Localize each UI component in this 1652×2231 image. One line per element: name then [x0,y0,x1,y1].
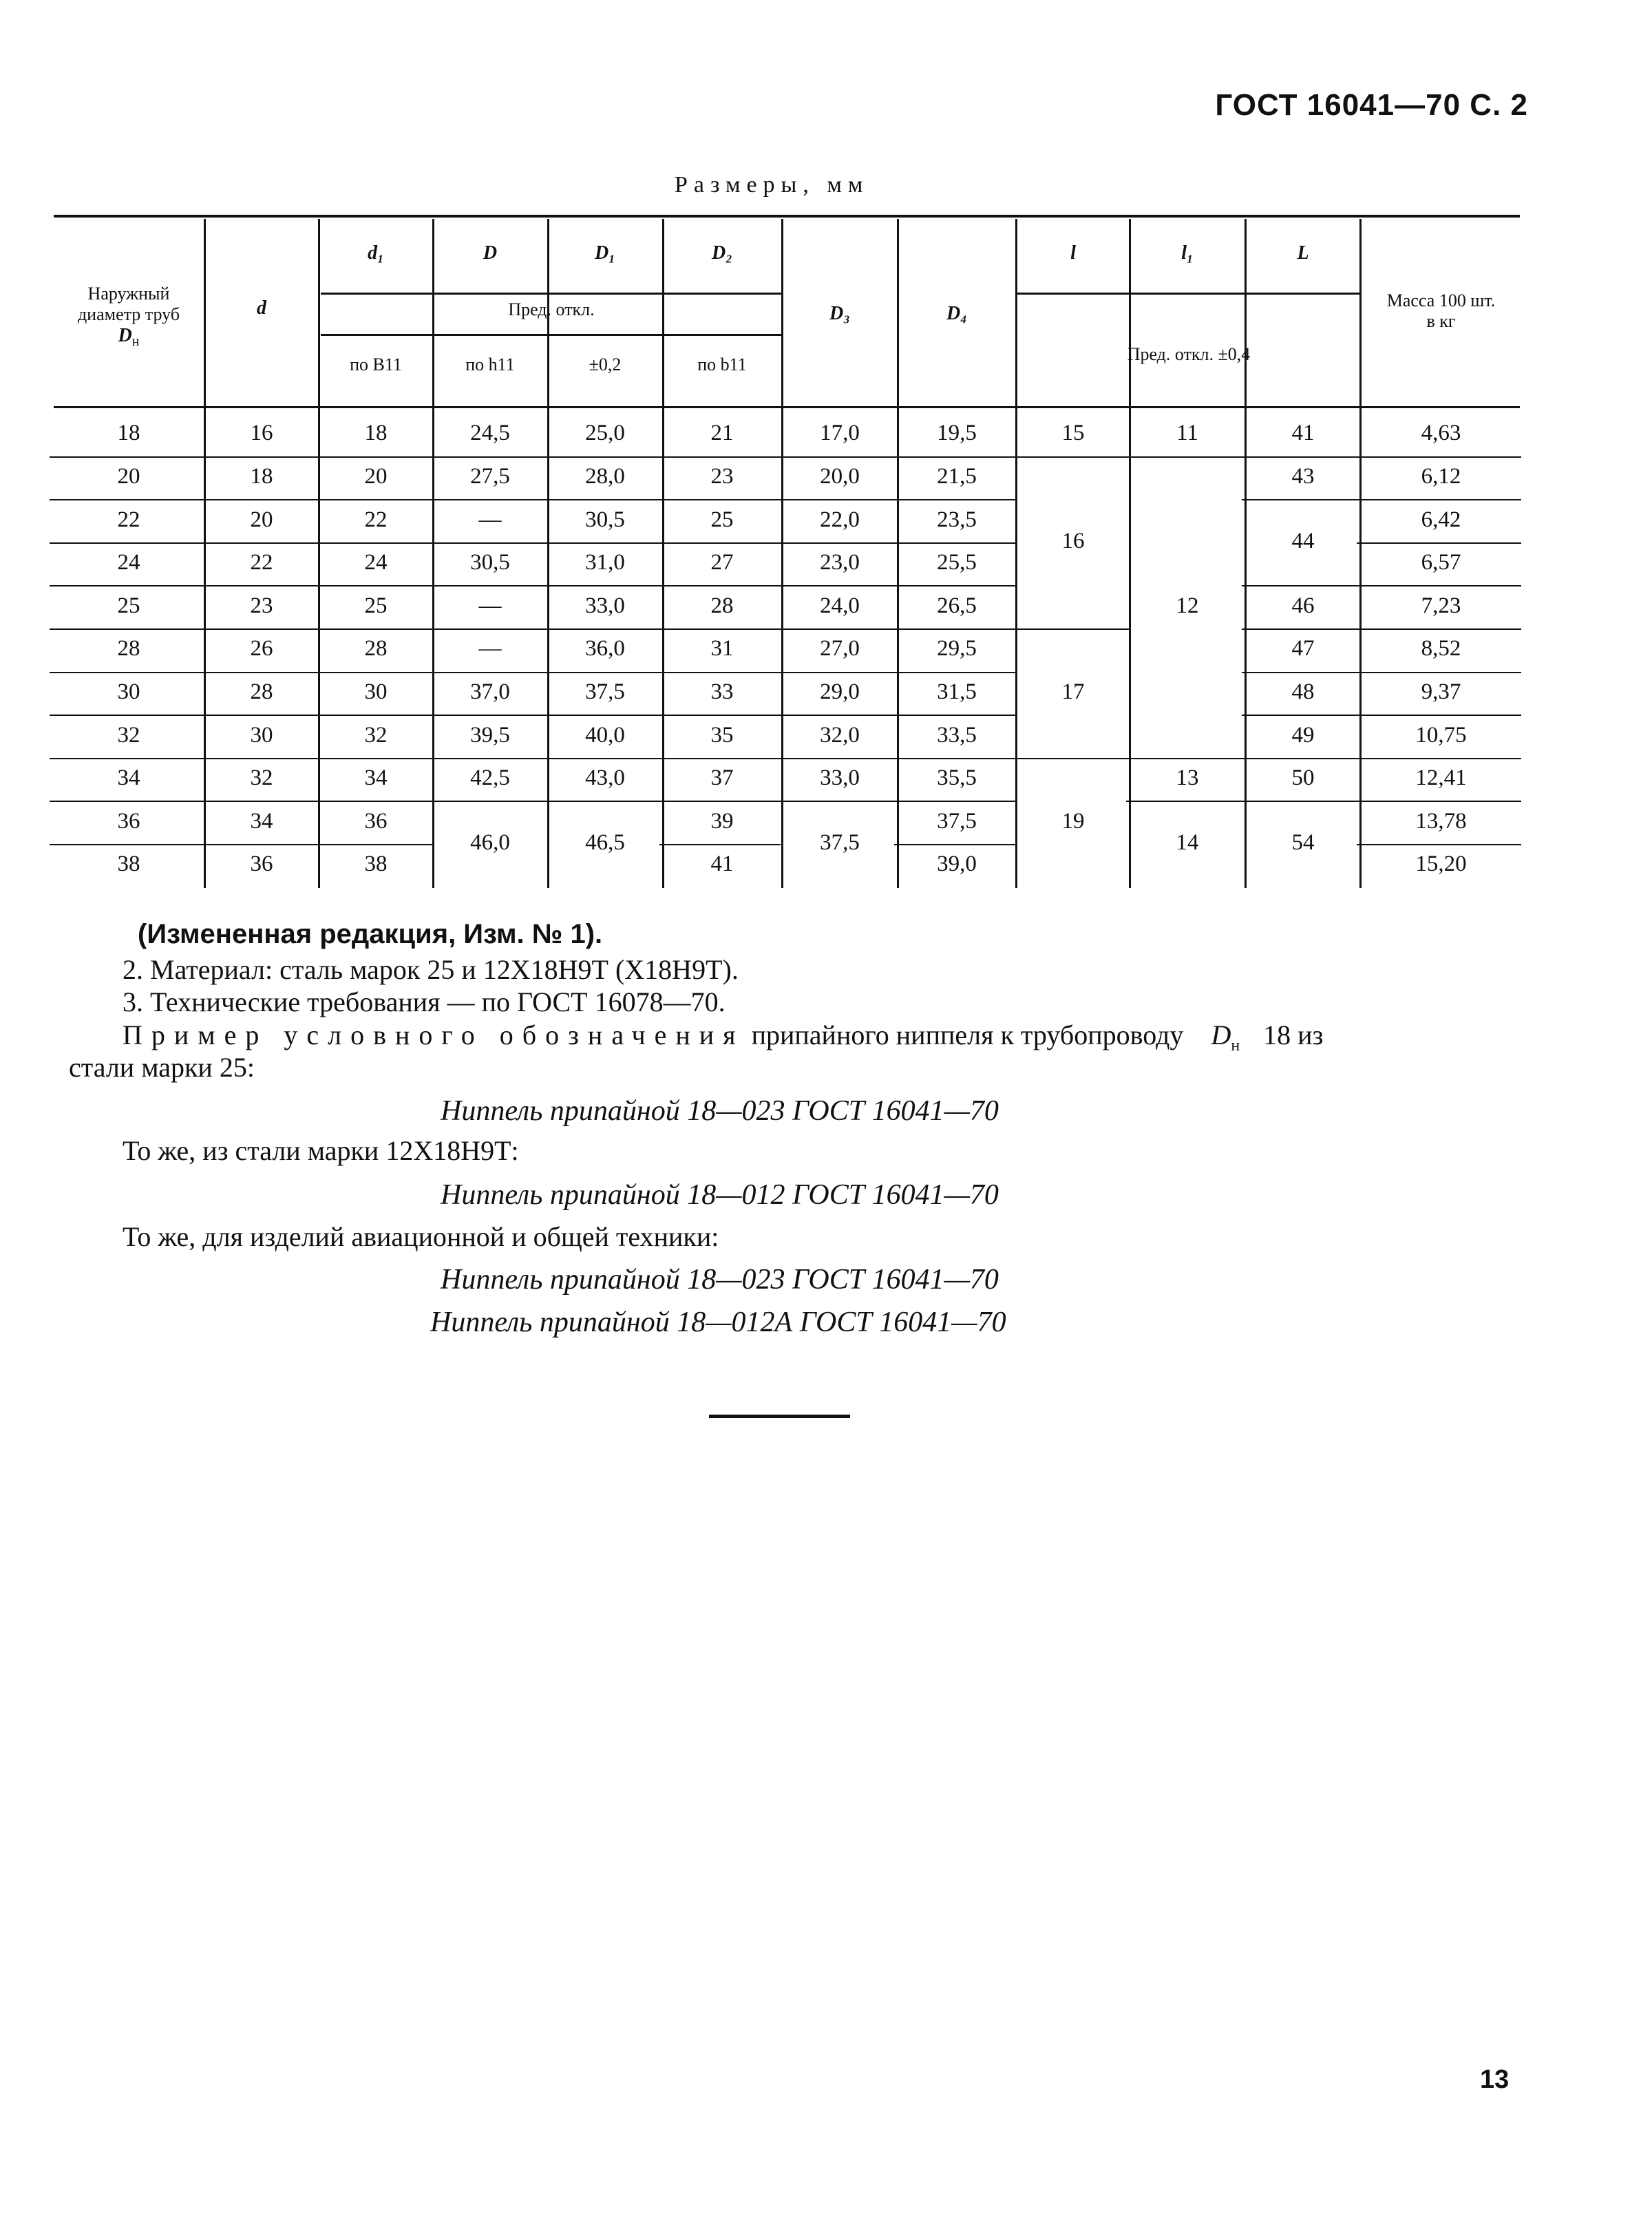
designation-2: Ниппель припайной 18—012 ГОСТ 16041—70 [441,1179,999,1211]
row-rule [894,628,1015,630]
row-rule [430,628,547,630]
row-rule [544,456,661,458]
row-rule [201,628,318,630]
row-rule [50,456,204,458]
cell-D2: 39 [710,808,734,834]
row-rule [544,715,661,716]
cell-D2: 31 [710,636,734,662]
cell-d1: 38 [364,852,388,877]
cell-mass: 6,57 [1421,550,1461,575]
row-rule [779,672,897,673]
col-divider [1245,219,1247,888]
row-rule [1357,715,1521,716]
cell-mass: 12,41 [1415,765,1467,791]
row-rule [315,801,432,802]
row-rule [779,628,897,630]
row-rule [894,456,1015,458]
standard-number: ГОСТ 16041—70 [1215,88,1461,122]
row-rule [201,672,318,673]
cell-l1: 14 [1176,830,1199,855]
row-rule [1126,801,1245,802]
row-rule [1357,542,1521,544]
cell-L: 44 [1291,528,1315,553]
cell-d: 28 [250,679,273,704]
cell-d1: 36 [364,808,388,834]
cell-d1: 22 [364,507,388,532]
row-rule [659,499,781,500]
cell-dn: 25 [117,593,140,618]
cell-l: 17 [1061,679,1085,704]
cell-d: 20 [250,507,273,532]
row-rule [779,542,897,544]
end-rule [709,1415,850,1418]
cell-D3: 17,0 [820,421,860,446]
cell-dn: 20 [117,463,140,489]
row-rule [430,801,547,802]
row-rule [50,801,204,802]
header-D1: D₁ [595,242,615,264]
row-rule [894,672,1015,673]
col-divider [318,219,320,888]
row-rule [1357,499,1521,500]
row-rule [1357,672,1521,673]
cell-D: 37,0 [470,679,510,704]
cell-mass: 8,52 [1421,636,1461,662]
cell-L: 47 [1291,636,1315,662]
row-rule [659,456,781,458]
row-rule [779,585,897,586]
header-tol-d1: по B11 [350,355,402,374]
cell-D2: 28 [710,593,734,618]
header-tol-rule-2 [321,334,782,336]
cell-D2: 35 [710,722,734,748]
cell-mass: 4,63 [1421,421,1461,446]
cell-D2: 25 [710,507,734,532]
designation-3: Ниппель припайной 18—023 ГОСТ 16041—70 [441,1264,999,1296]
row-rule [779,715,897,716]
col-divider [1359,219,1362,888]
cell-D: 27,5 [470,463,510,489]
cell-d1: 24 [364,550,388,575]
row-rule [544,672,661,673]
cell-D1: 40,0 [585,722,625,748]
cell-D3: 24,0 [820,593,860,618]
cell-mass: 7,23 [1421,593,1461,618]
cell-D1: 33,0 [585,593,625,618]
row-rule [1013,628,1130,630]
row-rule [659,844,781,845]
cell-d: 32 [250,765,273,791]
row-rule [779,456,897,458]
cell-D: — [478,507,502,532]
cell-D: — [478,636,502,662]
col-divider [1129,219,1131,888]
cell-d: 23 [250,593,273,618]
row-rule [315,672,432,673]
col-divider [1015,219,1017,888]
header-l: l [1070,242,1076,264]
cell-dn: 38 [117,852,140,877]
row-rule [894,758,1015,759]
row-rule [50,628,204,630]
header-tol-rule [321,293,782,295]
row-rule [779,758,897,759]
cell-D4: 37,5 [937,808,977,834]
row-rule [315,499,432,500]
cell-D: 30,5 [470,550,510,575]
row-rule [659,628,781,630]
cell-mass: 10,75 [1415,722,1467,748]
cell-D3: 20,0 [820,463,860,489]
cell-l1: 12 [1176,593,1199,618]
header-tol-label: Пред. откл. [508,299,595,319]
cell-D1-merged: 46,5 [585,830,625,855]
row-rule [1242,715,1360,716]
header-D4: D₄ [946,303,967,324]
cell-l: 15 [1061,421,1085,446]
row-rule [1126,456,1245,458]
cell-D1: 30,5 [585,507,625,532]
cell-D4: 29,5 [937,636,977,662]
cell-D: 24,5 [470,421,510,446]
row-rule [201,499,318,500]
cell-D2: 21 [710,421,734,446]
cell-L: 49 [1291,722,1315,748]
cell-D1: 36,0 [585,636,625,662]
header-tol-D2: по b11 [697,355,747,374]
row-rule [659,672,781,673]
header-L: L [1297,242,1309,264]
cell-D4: 31,5 [937,679,977,704]
row-rule [1242,758,1360,759]
row-rule [430,499,547,500]
cell-L: 46 [1291,593,1315,618]
cell-dn: 30 [117,679,140,704]
page-header [1156,88,1528,123]
cell-d1: 20 [364,463,388,489]
row-rule [659,758,781,759]
page-label: С. 2 [1470,88,1528,122]
row-rule [1357,628,1521,630]
example-intro-line2: стали марки 25: [69,1052,255,1083]
requirements-item: 3. Технические требования — по ГОСТ 16078—70. [123,986,726,1017]
header-d: d [257,297,266,319]
cell-D2: 33 [710,679,734,704]
row-rule [1357,844,1521,845]
cell-mass: 13,78 [1415,808,1467,834]
cell-D3: 22,0 [820,507,860,532]
row-rule [315,456,432,458]
cell-d1: 30 [364,679,388,704]
row-rule [659,585,781,586]
cell-D3: 29,0 [820,679,860,704]
cell-D3: 23,0 [820,550,860,575]
row-rule [894,542,1015,544]
row-rule [659,715,781,716]
row-rule [894,715,1015,716]
designation-1: Ниппель припайной 18—023 ГОСТ 16041—70 [441,1095,999,1127]
row-rule [1242,672,1360,673]
row-rule [779,801,897,802]
row-rule [315,758,432,759]
cell-D1: 43,0 [585,765,625,791]
cell-mass: 6,12 [1421,463,1461,489]
row-rule [1126,758,1245,759]
cell-L: 54 [1291,830,1315,855]
row-rule [430,542,547,544]
cell-dn: 18 [117,421,140,446]
cell-l1: 11 [1176,421,1198,446]
cell-d1: 32 [364,722,388,748]
same-steel-note: То же, из стали марки 12Х18Н9Т: [123,1135,519,1166]
col-divider [897,219,899,888]
page-number: 13 [1480,2065,1510,2094]
same-aviation-note: То же, для изделий авиационной и общей техники: [123,1221,719,1252]
row-rule [430,672,547,673]
cell-d: 18 [250,463,273,489]
row-rule [201,758,318,759]
cell-mass: 15,20 [1415,852,1467,877]
cell-dn: 22 [117,507,140,532]
row-rule [201,715,318,716]
cell-l1: 13 [1176,765,1199,791]
row-rule [1242,585,1360,586]
header-lL-rule [1017,293,1362,295]
row-rule [201,456,318,458]
row-rule [1242,628,1360,630]
header-D3: D₃ [829,303,850,324]
row-rule [201,542,318,544]
cell-d: 30 [250,722,273,748]
row-rule [1242,456,1360,458]
cell-d: 16 [250,421,273,446]
cell-D4: 39,0 [937,852,977,877]
row-rule [50,542,204,544]
row-rule [50,844,204,845]
cell-D: 39,5 [470,722,510,748]
cell-D4: 23,5 [937,507,977,532]
cell-mass: 6,42 [1421,507,1461,532]
header-d1: d₁ [368,242,384,264]
cell-L: 50 [1291,765,1315,791]
cell-d: 22 [250,550,273,575]
row-rule [1013,758,1130,759]
amended-note: (Измененная редакция, Изм. № 1). [138,919,603,949]
cell-D2: 27 [710,550,734,575]
row-rule [315,715,432,716]
cell-d1: 28 [364,636,388,662]
cell-D2: 37 [710,765,734,791]
row-rule [1242,499,1360,500]
cell-D3: 27,0 [820,636,860,662]
cell-L: 41 [1291,421,1315,446]
header-D2: D₂ [712,242,732,264]
cell-l: 19 [1061,808,1085,834]
cell-dn: 32 [117,722,140,748]
row-rule [894,499,1015,500]
row-rule [544,801,661,802]
cell-D3: 32,0 [820,722,860,748]
row-rule [50,672,204,673]
material-item: 2. Материал: сталь марок 25 и 12Х18Н9Т (Х18Н9Т). [123,954,739,985]
table-top-rule [54,215,1520,218]
header-tol-D1: ±0,2 [589,355,622,374]
row-rule [430,715,547,716]
table-caption: Размеры, мм [675,172,869,198]
cell-D4: 33,5 [937,722,977,748]
row-rule [201,801,318,802]
header-bottom-rule [54,406,1520,408]
cell-d: 34 [250,808,273,834]
header-l1: l₁ [1181,242,1194,264]
row-rule [544,758,661,759]
cell-D2: 23 [710,463,734,489]
col-divider [204,219,206,888]
row-rule [315,844,432,845]
cell-D1: 37,5 [585,679,625,704]
cell-D1: 31,0 [585,550,625,575]
row-rule [894,844,1015,845]
cell-d: 26 [250,636,273,662]
row-rule [1013,456,1130,458]
cell-dn: 34 [117,765,140,791]
cell-mass: 9,37 [1421,679,1461,704]
cell-L: 43 [1291,463,1315,489]
row-rule [430,758,547,759]
cell-D2: 41 [710,852,734,877]
cell-D4: 19,5 [937,421,977,446]
header-outer-diameter: Наружный диаметр труб $D_н$ [77,284,180,349]
cell-d1: 18 [364,421,388,446]
cell-D3: 33,0 [820,765,860,791]
header-mass: Масса 100 шт. в кг [1386,290,1496,331]
example-intro: Пример условного обозначения припайного ниппеля к трубопроводу $D_н$ 18 из [123,1019,1324,1055]
header-tol-lL: Пред. откл. ±0,4 [1127,344,1251,364]
row-rule [50,585,204,586]
designation-4: Ниппель припайной 18—012А ГОСТ 16041—70 [430,1307,1006,1338]
cell-d1: 25 [364,593,388,618]
row-rule [544,585,661,586]
row-rule [544,628,661,630]
cell-dn: 36 [117,808,140,834]
row-rule [544,499,661,500]
row-rule [1357,456,1521,458]
cell-l: 16 [1061,528,1085,553]
row-rule [544,542,661,544]
row-rule [894,585,1015,586]
cell-D1: 28,0 [585,463,625,489]
row-rule [1357,758,1521,759]
row-rule [430,456,547,458]
cell-D3-merged: 37,5 [820,830,860,855]
row-rule [50,499,204,500]
row-rule [201,585,318,586]
cell-D: 42,5 [470,765,510,791]
cell-dn: 24 [117,550,140,575]
cell-D4: 21,5 [937,463,977,489]
cell-D1: 25,0 [585,421,625,446]
header-D: D [483,242,498,264]
row-rule [430,585,547,586]
row-rule [201,844,318,845]
cell-d: 36 [250,852,273,877]
cell-d1: 34 [364,765,388,791]
cell-dn: 28 [117,636,140,662]
row-rule [894,801,1015,802]
cell-D4: 35,5 [937,765,977,791]
row-rule [50,758,204,759]
cell-D4: 25,5 [937,550,977,575]
row-rule [1357,585,1521,586]
cell-D-merged: 46,0 [470,830,510,855]
row-rule [1242,801,1360,802]
cell-D4: 26,5 [937,593,977,618]
row-rule [1357,801,1521,802]
row-rule [315,542,432,544]
row-rule [315,628,432,630]
header-tol-D: по h11 [465,355,515,374]
row-rule [659,542,781,544]
row-rule [50,715,204,716]
cell-L: 48 [1291,679,1315,704]
row-rule [659,801,781,802]
row-rule [779,499,897,500]
row-rule [315,585,432,586]
cell-D: — [478,593,502,618]
